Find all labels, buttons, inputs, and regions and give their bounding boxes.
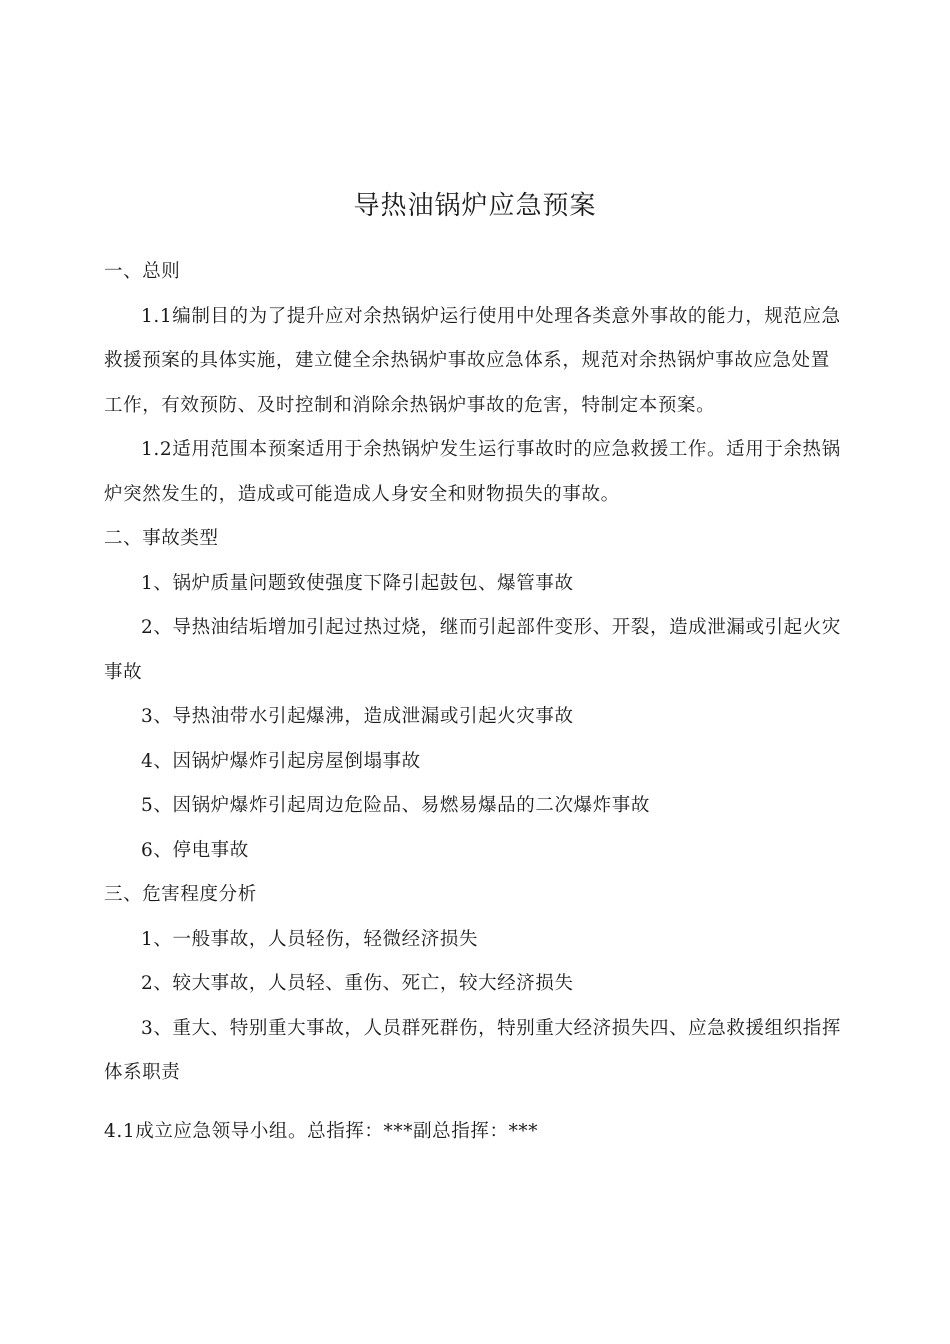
section-heading: 二、事故类型 [104, 528, 219, 549]
section-heading: 三、危害程度分析 [104, 884, 257, 905]
paragraph-gap [104, 1096, 846, 1110]
list-item: 4、因锅炉爆炸引起房屋倒塌事故 [141, 750, 421, 772]
section-heading: 一、总则 [104, 261, 181, 282]
document-title: 导热油锅炉应急预案 [353, 191, 597, 221]
list-item: 5、因锅炉爆炸引起周边危险品、易燃易爆品的二次爆炸事故 [141, 795, 650, 816]
document-body [104, 250, 846, 1154]
list-item: 2、较大事故，人员轻、重伤、死亡，较大经济损失 [141, 973, 574, 994]
list-item: 3、导热油带水引起爆沸，造成泄漏或引起火灾事故 [141, 706, 574, 727]
paragraph: 1.2适用范围本预案适用于余热锅炉发生运行事故时的应急救援工作。适用于余热锅炉突然发生的，造成或可能造成人身安全和财物损失的事故。 [104, 439, 841, 505]
list-item: 6、停电事故 [141, 839, 249, 861]
list-item: 2、导热油结垢增加引起过热过烧，继而引起部件变形、开裂，造成泄漏或引起火灾事故 [104, 617, 841, 683]
list-item: 3、重大、特别重大事故，人员群死群伤，特别重大经济损失四、应急救援组织指挥体系职责 [104, 1017, 841, 1083]
paragraph: 4.1成立应急领导小组。总指挥：***副总指挥：*** [104, 1120, 539, 1142]
list-item: 1、一般事故，人员轻伤，轻微经济损失 [141, 928, 479, 950]
list-item: 1、锅炉质量问题致使强度下降引起鼓包、爆管事故 [141, 572, 574, 594]
paragraph: 1.1编制目的为了提升应对余热锅炉运行使用中处理各类意外事故的能力，规范应急救援预案的具体实施，建立健全余热锅炉事故应急体系，规范对余热锅炉事故应急处置工作，有效预防、及时控制和消除余热锅炉事故的危害，特制定本预案。 [104, 305, 841, 416]
